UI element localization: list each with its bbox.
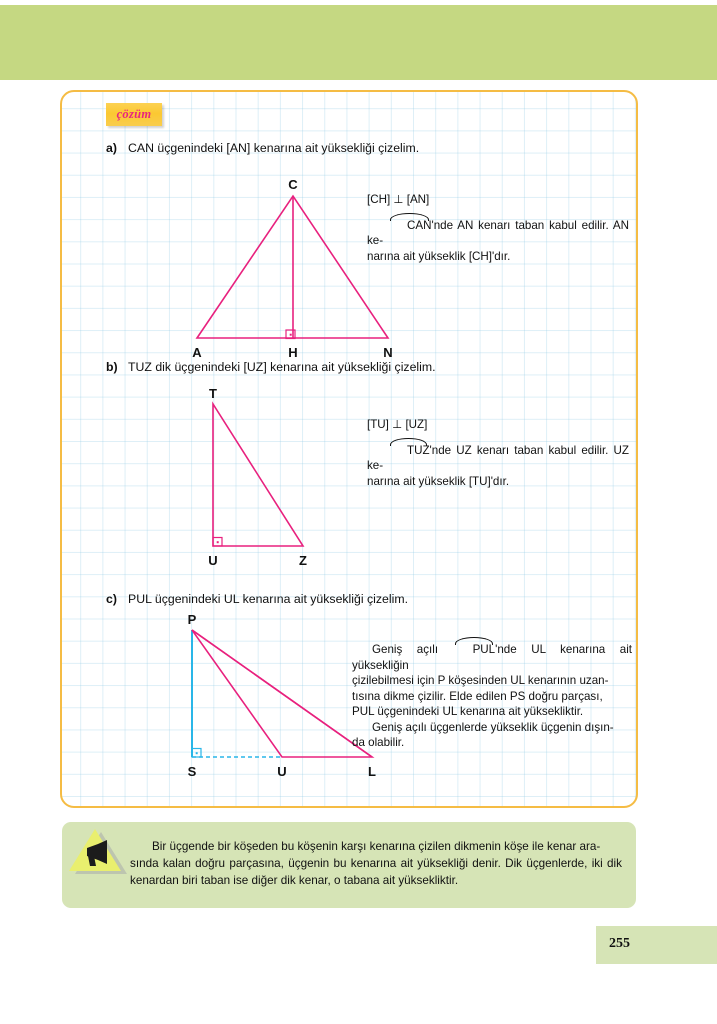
vertex-label-l: L	[368, 764, 376, 779]
explanation-b-line2: 'nde UZ kenarı taban kabul edilir. UZ ke-	[367, 443, 629, 472]
vertex-label-a: A	[192, 345, 202, 360]
right-angle-dot-s	[196, 752, 198, 754]
cozum-badge	[106, 103, 162, 126]
vertex-label-z: Z	[299, 553, 307, 568]
explanation-a	[367, 192, 629, 264]
explanation-a-line3: narına ait yükseklik [CH]'dır.	[367, 249, 511, 263]
cozum-badge-label: çözüm	[116, 107, 152, 121]
note-line2: sında kalan doğru parçasına, üçgenin bu kenarına ait yüksekliği denir. Dik üçgenlerde, iki dik	[130, 857, 622, 870]
right-angle-dot-h	[290, 334, 292, 336]
vertex-label-h: H	[288, 345, 298, 360]
note-line1: Bir üçgende bir köşeden bu köşenin karşı kenarına çizilen dikmenin köşe ile kenar ara-	[152, 840, 601, 853]
note-line3: kenardan biri taban ise diğer dik kenar, o tabana ait yüksekliktir.	[130, 874, 459, 887]
explanation-c-line3: tısına dikme çizilir. Elde edilen PS doğru parçası,	[352, 689, 603, 703]
explanation-b-line1: [TU] ⊥ [UZ]	[367, 418, 428, 431]
problem-a-prompt	[106, 141, 419, 155]
explanation-c-intro: Geniş açılı	[372, 643, 453, 656]
info-note-text	[130, 838, 622, 889]
explanation-b	[367, 417, 629, 489]
explanation-a-line2: 'nde AN kenarı taban kabul edilir. AN ke-	[367, 218, 629, 247]
explanation-c-line4: PUL üçgenindeki UL kenarına ait yüksekliktir.	[352, 705, 584, 718]
explanation-c-line1	[352, 642, 632, 673]
explanation-a-line1: [CH] ⊥ [AN]	[367, 193, 430, 206]
info-note-box	[62, 822, 636, 908]
explanation-c-line1-rest: 'nde UL kenarına ait yüksekliğin	[352, 643, 632, 672]
problem-b-prompt	[106, 360, 436, 374]
vertex-label-n: N	[383, 345, 393, 360]
explanation-c-line6: da olabilir.	[352, 736, 405, 749]
problem-c-letter: c)	[106, 592, 117, 606]
megaphone-icon	[67, 824, 129, 882]
solution-content-panel	[60, 90, 638, 808]
figure-tuz-triangle	[122, 386, 382, 568]
vertex-label-s: S	[187, 764, 197, 779]
problem-a-letter: a)	[106, 141, 117, 155]
problem-b-letter: b)	[106, 360, 118, 374]
vertex-label-u2: U	[277, 764, 287, 779]
explanation-b-body	[367, 443, 629, 474]
vertex-label-u: U	[208, 553, 218, 568]
problem-c-prompt	[106, 592, 408, 606]
problem-a-text: CAN üçgenindeki [AN] kenarına ait yüksekliği çizelim.	[128, 141, 420, 155]
vertex-label-c: C	[288, 177, 298, 192]
angle-notation-tuz: TUZ	[387, 443, 430, 459]
top-decorative-band	[0, 5, 717, 80]
angle-notation-can: CAN	[387, 218, 431, 234]
explanation-c-line5: Geniş açılı üçgenlerde yükseklik üçgenin dışın-	[372, 720, 614, 734]
explanation-b-line3: narına ait yükseklik [TU]'dır.	[367, 474, 510, 488]
vertex-label-t: T	[209, 386, 217, 401]
explanation-c-line2: çizilebilmesi için P köşesinden UL kenarının uzan-	[352, 674, 609, 687]
segment-pl	[192, 630, 372, 757]
explanation-a-body	[367, 218, 629, 249]
problem-b-text: TUZ dik üçgenindeki [UZ] kenarına ait yüksekliği çizelim.	[128, 360, 436, 374]
vertex-label-p: P	[187, 612, 197, 627]
angle-notation-pul: PUL	[453, 642, 496, 658]
right-angle-dot-u	[217, 541, 219, 543]
explanation-c	[352, 642, 632, 751]
page-number: 255	[609, 936, 630, 951]
problem-c-text: PUL üçgenindeki UL kenarına ait yüksekliği çizelim.	[128, 592, 409, 606]
triangle-tuz-outline	[213, 404, 303, 546]
